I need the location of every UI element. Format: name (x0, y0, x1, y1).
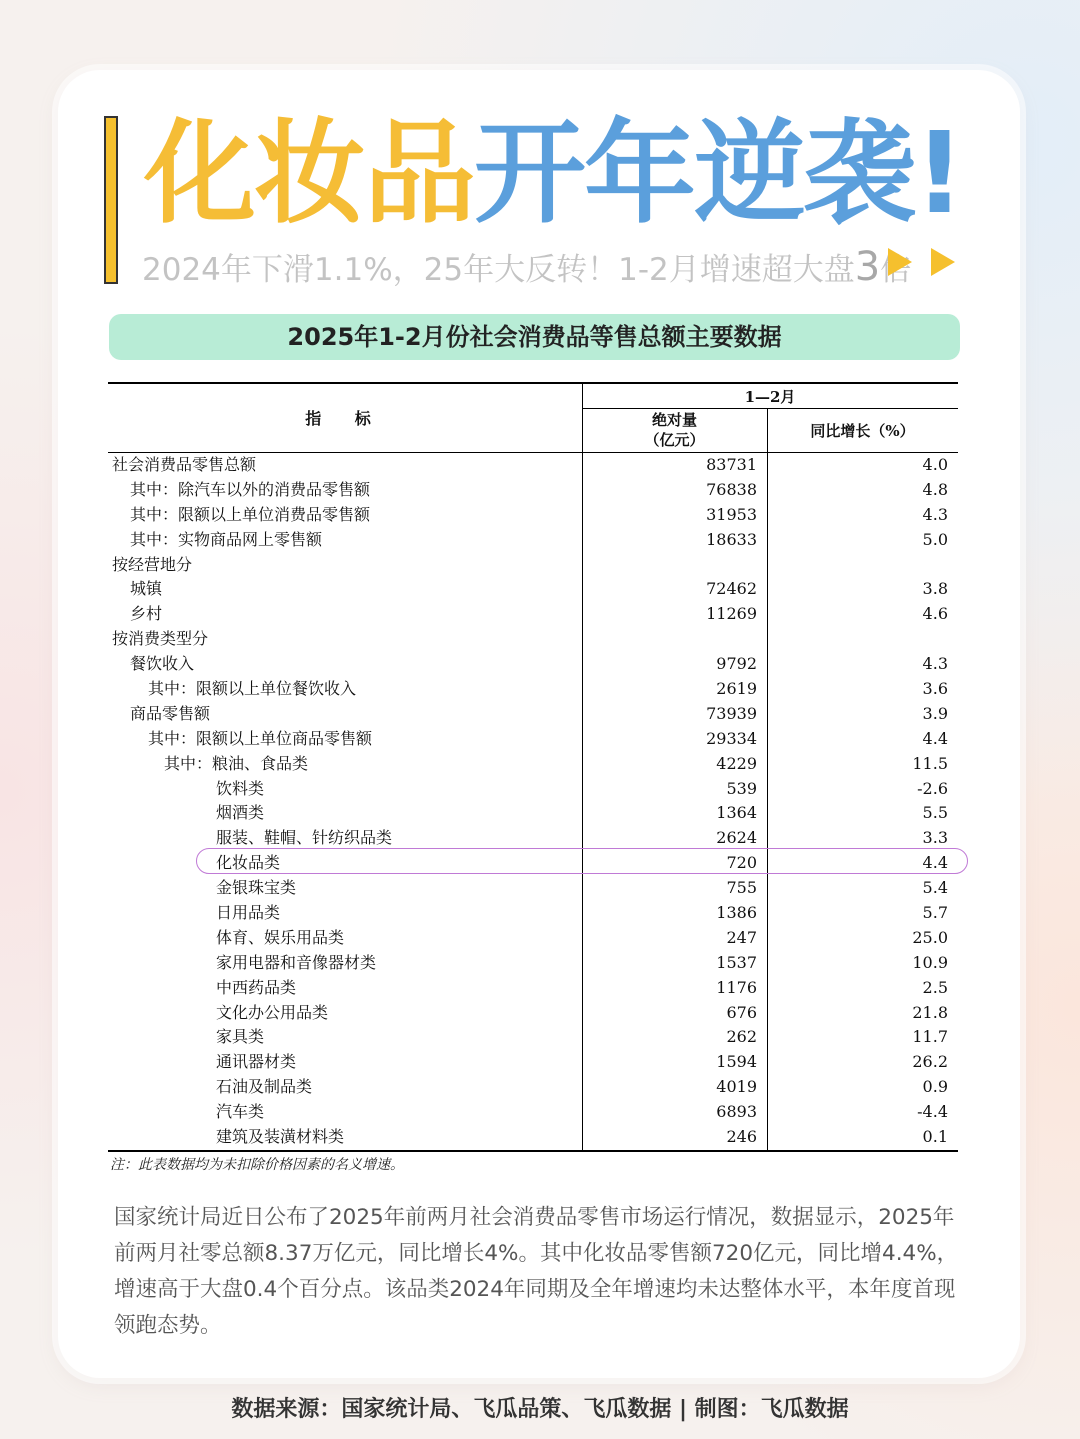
row-label: 金银珠宝类 (216, 878, 297, 898)
row-yoy-value: 11.7 (912, 1027, 948, 1047)
row-yoy-value: 3.9 (922, 703, 948, 723)
row-absolute-value: 73939 (706, 703, 757, 723)
row-label: 其中：限额以上单位消费品零售额 (130, 504, 371, 524)
row-yoy-value: -2.6 (917, 778, 948, 798)
row-absolute-value: 4019 (716, 1077, 757, 1097)
row-yoy-value: 0.1 (922, 1127, 948, 1147)
title-part-blue: 开年逆袭! (474, 109, 964, 239)
title-accent-bar (104, 116, 118, 284)
table-row (108, 602, 958, 627)
row-label: 按经营地分 (112, 554, 193, 574)
row-yoy-value: 4.0 (922, 455, 948, 474)
table-row (108, 503, 958, 528)
row-yoy-value: 5.0 (922, 529, 948, 549)
row-label: 通讯器材类 (216, 1052, 297, 1072)
subtitle-multiplier: 3 (854, 244, 881, 290)
row-absolute-value: 83731 (706, 455, 757, 474)
row-absolute-value: 262 (726, 1027, 757, 1047)
header-indicator: 指 标 (305, 409, 385, 428)
row-label: 其中：除汽车以外的消费品零售额 (130, 479, 371, 499)
header-absolute-line2: （亿元） (644, 431, 705, 449)
table-header (108, 384, 958, 453)
table-row (108, 801, 958, 826)
subtitle-suffix: 倍 (880, 252, 912, 288)
row-absolute-value: 31953 (706, 504, 757, 524)
content-card (58, 70, 1020, 1378)
row-yoy-value: 5.7 (922, 903, 948, 923)
subtitle (142, 244, 911, 290)
row-label: 商品零售额 (130, 703, 211, 723)
row-yoy-value: 3.6 (922, 679, 948, 699)
table-row (108, 1050, 958, 1075)
table-row (108, 577, 958, 602)
play-arrow-icon (888, 248, 912, 276)
row-absolute-value: 1364 (716, 803, 757, 823)
row-label: 其中：限额以上单位商品零售额 (148, 728, 373, 748)
summary-paragraph: 国家统计局近日公布了2025年前两月社会消费品零售市场运行情况，数据显示，2025年前两月社零总额8.37万亿元，同比增长4%。其中化妆品零售额720亿元，同比增4.4%，增速高于大盘0.4个百分点。该品类2024年同期及全年增速均未达整体水平，本年度首现领跑态势。 (114, 1205, 959, 1338)
row-label: 日用品类 (216, 903, 281, 923)
row-yoy-value: 4.8 (922, 479, 948, 499)
row-absolute-value: 676 (726, 1002, 757, 1022)
source-footer: 数据来源：国家统计局、飞瓜品策、飞瓜数据 | 制图：飞瓜数据 (231, 1397, 849, 1422)
table-row (108, 926, 958, 951)
table-banner: 2025年1-2月份社会消费品等售总额主要数据 (109, 314, 960, 360)
table-row (108, 752, 958, 777)
row-yoy-value: 4.6 (922, 604, 948, 624)
subtitle-text: 2024年下滑1.1%，25年大反转！1-2月增速超大盘 (142, 252, 855, 288)
row-absolute-value: 9792 (716, 654, 757, 674)
row-label: 家用电器和音像器材类 (216, 952, 377, 972)
row-label: 饮料类 (216, 778, 265, 798)
header-yoy: 同比增长（%） (810, 422, 915, 440)
page-title (144, 109, 964, 239)
row-label: 中西药品类 (216, 977, 297, 997)
play-arrows (888, 248, 969, 280)
row-yoy-value: 2.5 (922, 977, 948, 997)
row-label: 家具类 (216, 1027, 265, 1047)
table-row (108, 901, 958, 926)
table-note: 注：此表数据均为未扣除价格因素的名义增速。 (110, 1157, 404, 1173)
row-yoy-value: 4.4 (922, 728, 948, 748)
table-row (108, 702, 958, 727)
row-yoy-value: 5.4 (922, 878, 948, 898)
row-absolute-value: 11269 (706, 604, 757, 624)
cosmetics-highlight-oval (196, 848, 968, 874)
table-row (108, 652, 958, 677)
row-absolute-value: 2619 (716, 679, 757, 699)
row-yoy-value: 21.8 (912, 1002, 948, 1022)
row-yoy-value: 25.0 (912, 927, 948, 947)
row-yoy-value: 4.3 (922, 504, 948, 524)
row-absolute-value: 539 (726, 778, 757, 798)
row-absolute-value: 76838 (706, 479, 757, 499)
table-row (108, 976, 958, 1001)
row-absolute-value: 1594 (716, 1052, 757, 1072)
row-label: 餐饮收入 (130, 654, 195, 674)
row-label: 建筑及装潢材料类 (216, 1127, 345, 1147)
row-yoy-value: 4.4 (922, 853, 948, 873)
row-yoy-value: 3.3 (922, 828, 948, 848)
table-row (108, 1025, 958, 1050)
row-absolute-value: 29334 (706, 728, 757, 748)
row-yoy-value: 3.8 (922, 579, 948, 599)
row-absolute-value: 246 (726, 1127, 757, 1147)
row-absolute-value: 720 (726, 853, 757, 873)
row-absolute-value: 18633 (706, 529, 757, 549)
row-yoy-value: 4.3 (922, 654, 948, 674)
play-arrow-icon (931, 248, 955, 276)
title-part-yellow: 化妆品 (144, 109, 474, 239)
row-absolute-value: 755 (726, 878, 757, 898)
table-row (108, 1100, 958, 1125)
table-row (108, 876, 958, 901)
row-absolute-value: 1537 (716, 952, 757, 972)
row-absolute-value: 6893 (716, 1102, 757, 1122)
table-row (108, 777, 958, 802)
table-row (108, 553, 958, 578)
row-yoy-value: 26.2 (912, 1052, 948, 1072)
table-row (108, 727, 958, 752)
row-label: 乡村 (130, 604, 163, 624)
table-row (108, 478, 958, 503)
row-absolute-value: 1386 (716, 903, 757, 923)
table-row (108, 528, 958, 553)
table-row (108, 627, 958, 652)
row-yoy-value: 0.9 (922, 1077, 948, 1097)
table-row (108, 1075, 958, 1100)
row-yoy-value: 5.5 (922, 803, 948, 823)
row-label: 其中：实物商品网上零售额 (130, 529, 323, 549)
row-label: 石油及制品类 (216, 1077, 313, 1097)
row-label: 其中：限额以上单位餐饮收入 (148, 679, 357, 699)
row-absolute-value: 247 (726, 927, 757, 947)
table-row (108, 1125, 958, 1150)
row-label: 体育、娱乐用品类 (216, 927, 345, 947)
row-label: 城镇 (130, 579, 163, 599)
header-absolute-line1: 绝对量 (651, 411, 697, 429)
retail-data-table (108, 382, 958, 1152)
row-label: 烟酒类 (216, 803, 265, 823)
row-label: 按消费类型分 (112, 629, 209, 649)
row-label: 社会消费品零售总额 (112, 455, 257, 474)
row-absolute-value: 72462 (706, 579, 757, 599)
table-row (108, 453, 958, 478)
row-absolute-value: 2624 (716, 828, 757, 848)
row-label: 文化办公用品类 (216, 1002, 329, 1022)
table-body (108, 453, 958, 1150)
row-label: 服装、鞋帽、针纺织品类 (216, 828, 393, 848)
row-label: 汽车类 (216, 1102, 265, 1122)
table-row (108, 1001, 958, 1026)
header-absolute (582, 410, 767, 450)
table-row (108, 951, 958, 976)
row-yoy-value: 11.5 (912, 753, 948, 773)
row-label: 其中：粮油、食品类 (164, 753, 309, 773)
row-absolute-value: 4229 (716, 753, 757, 773)
row-absolute-value: 1176 (716, 977, 757, 997)
header-period: 1—2月 (744, 388, 796, 406)
row-yoy-value: 10.9 (912, 952, 948, 972)
row-label: 化妆品类 (216, 853, 281, 873)
row-yoy-value: -4.4 (917, 1102, 948, 1122)
table-row (108, 677, 958, 702)
